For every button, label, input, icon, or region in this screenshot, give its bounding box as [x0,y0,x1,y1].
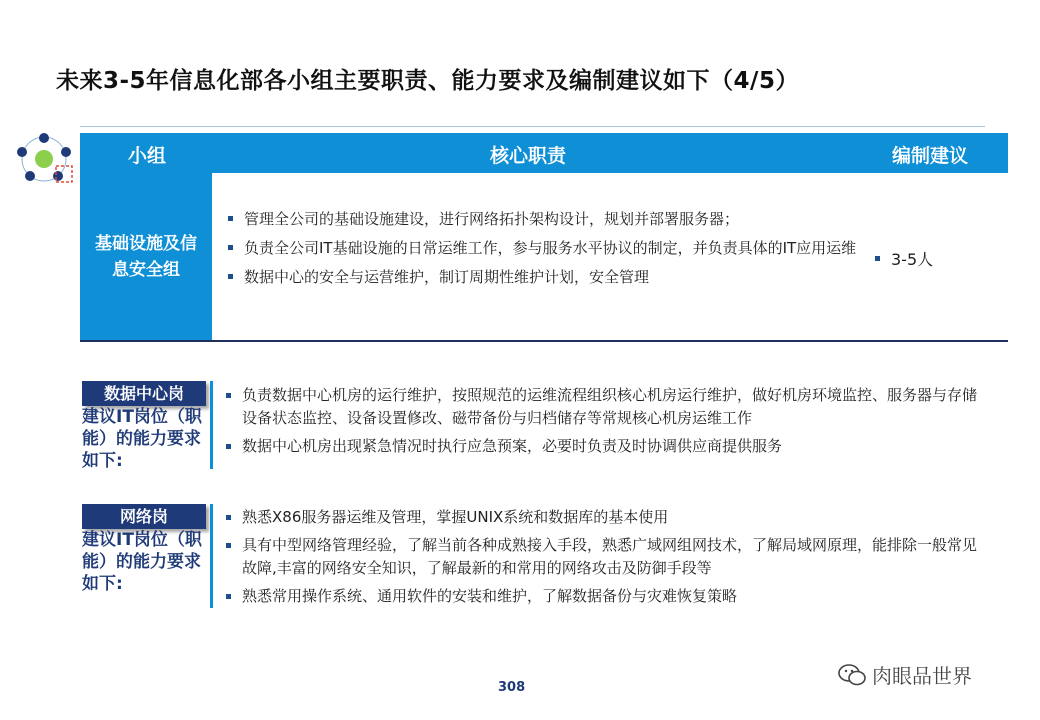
list-item: 负责数据中心机房的运行维护，按照规范的运维流程组织核心机房运行维护，做好机房环境监控、服务器与存储设备状态监控、设备设置修改、磁带备份与归档储存等常规核心机房运维工作 [226,384,986,430]
role-badge: 网络岗 [82,504,206,529]
list-item: 熟悉常用操作系统、通用软件的安装和维护，了解数据备份与灾难恢复策略 [226,585,986,608]
watermark-text: 肉眼品世界 [872,664,972,688]
page-number: 308 [498,680,526,695]
section-bar [210,504,213,608]
section-bar [210,381,213,469]
title-divider [80,126,985,127]
list-item: 具有中型网络管理经验，了解当前各种成熟接入手段，熟悉广域网组网技术，了解局域网原理，能排除一般常见故障,丰富的网络安全知识，了解最新的和常用的网络攻击及防御手段等 [226,534,986,580]
table-divider [80,340,1008,342]
section-list [226,384,986,463]
table-header [80,133,1008,173]
header-staffing: 编制建议 [892,145,969,167]
header-duties: 核心职责 [490,145,567,167]
watermark [838,660,972,689]
role-badge: 数据中心岗 [82,381,206,406]
table-row [80,173,1008,340]
staffing-cell [875,247,933,275]
list-item: 负责全公司IT基础设施的日常运维工作，参与服务水平协议的制定，并负责具体的IT应用运维 [228,236,868,260]
list-item: 管理全公司的基础设施建设，进行网络拓扑架构设计，规划并部署服务器； [228,207,868,231]
list-item: 3-5人 [875,247,933,270]
requirement-label: 建议IT岗位（职能）的能力要求如下: [82,407,202,471]
requirement-label: 建议IT岗位（职能）的能力要求如下: [82,530,202,594]
group-cell: 基础设施及信息安全组 [80,173,212,340]
section-list [226,506,986,613]
page-title: 未来3-5年信息化部各小组主要职责、能力要求及编制建议如下（4/5） [56,68,799,94]
header-group: 小组 [128,145,167,167]
org-diagram-icon [4,128,82,190]
list-item: 数据中心的安全与运营维护，制订周期性维护计划，安全管理 [228,265,868,289]
list-item: 数据中心机房出现紧急情况时执行应急预案，必要时负责及时协调供应商提供服务 [226,435,986,458]
wechat-icon [838,664,866,686]
list-item: 熟悉X86服务器运维及管理，掌握UNIX系统和数据库的基本使用 [226,506,986,529]
duties-cell [228,207,868,294]
